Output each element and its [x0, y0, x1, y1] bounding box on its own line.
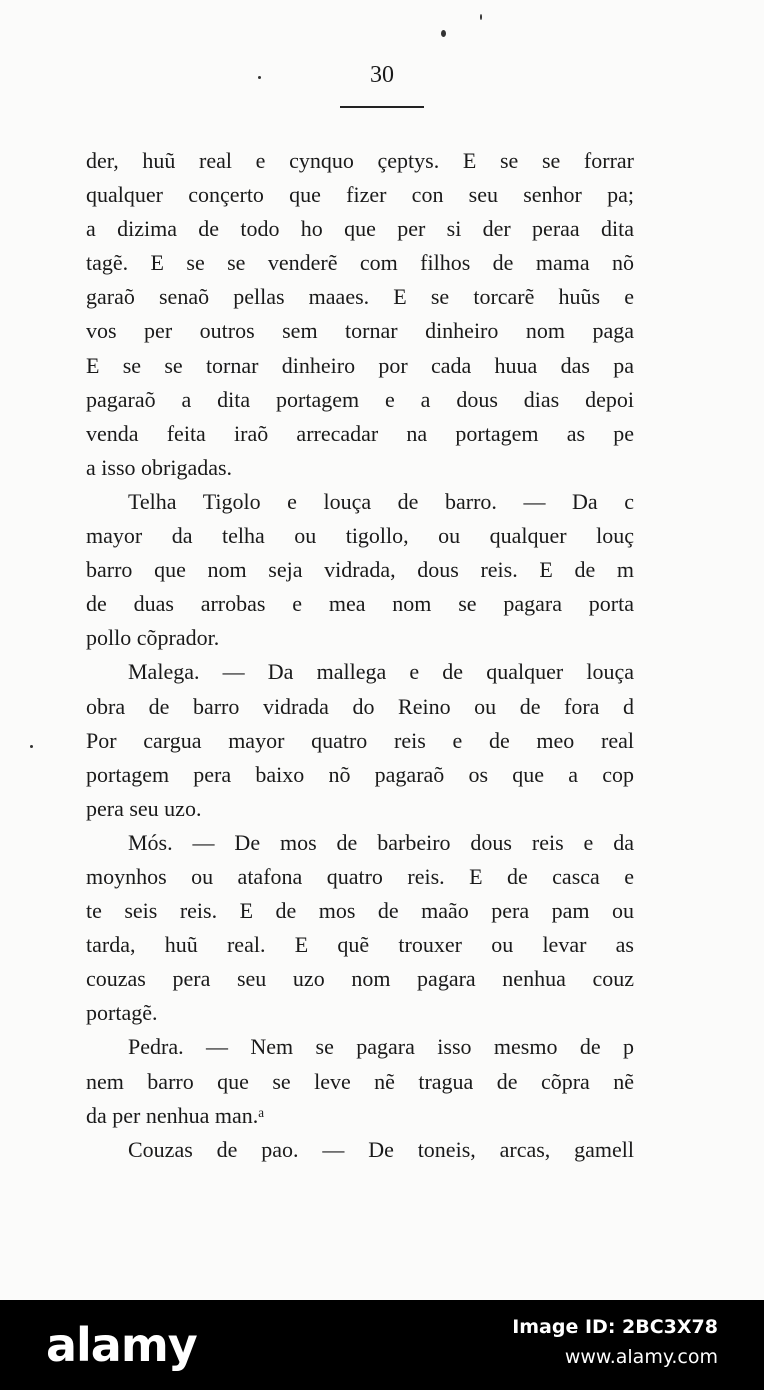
- text-line: E se se tornar dinheiro por cada huua das pa: [86, 352, 634, 378]
- image-id-label: Image ID: 2BC3X78: [512, 1316, 718, 1338]
- text-line: te seis reis. E de mos de maão pera pam ou: [86, 898, 634, 924]
- text-line: garaõ senaõ pellas maaes. E se torcarẽ huũs e: [86, 284, 634, 310]
- text-line: obra de barro vidrada do Reino ou de fora d: [86, 693, 634, 719]
- text-line: Pedra. — Nem se pagara isso mesmo de p: [128, 1034, 634, 1060]
- watermark-footer: [0, 1300, 764, 1390]
- header-rule: [340, 106, 424, 108]
- text-line: couzas pera seu uzo nom pagara nenhua couz: [86, 966, 634, 992]
- text-line: Por cargua mayor quatro reis e de meo real: [86, 727, 634, 753]
- speck-mark: [258, 76, 261, 79]
- text-line: venda feita iraõ arrecadar na portagem as pe: [86, 420, 634, 446]
- text-line: Telha Tigolo e louça de barro. — Da c: [128, 488, 634, 514]
- body-text: [86, 144, 634, 1164]
- text-line: a isso obrigadas.: [86, 454, 233, 480]
- text-line: barro que nom seja vidrada, dous reis. E de m: [86, 557, 634, 583]
- page-number: 30: [370, 62, 394, 88]
- text-line: mayor da telha ou tigollo, ou qualquer louç: [86, 523, 634, 549]
- text-line: pagaraõ a dita portagem e a dous dias depoi: [86, 386, 634, 412]
- text-line: portagẽ.: [86, 1000, 158, 1026]
- brand-logo: alamy: [46, 1318, 197, 1372]
- text-line: qualquer conçerto que fizer con seu senhor pa;: [86, 182, 634, 208]
- text-line: pollo cõprador.: [86, 625, 220, 651]
- text-line: a dizima de todo ho que per si der peraa dita: [86, 216, 634, 242]
- text-line: de duas arrobas e mea nom se pagara porta: [86, 591, 634, 617]
- source-url-label: www.alamy.com: [564, 1346, 718, 1368]
- text-line: der, huũ real e cynquo çeptys. E se se forrar: [86, 148, 634, 173]
- text-line: pera seu uzo.: [86, 795, 202, 821]
- text-line: vos per outros sem tornar dinheiro nom paga: [86, 318, 634, 344]
- speck-mark: [480, 14, 482, 20]
- text-line: tarda, huũ real. E quẽ trouxer ou levar as: [86, 932, 634, 958]
- text-line: Mós. — De mos de barbeiro dous reis e da: [128, 829, 634, 855]
- text-line: da per nenhua man.ᵃ: [86, 1102, 265, 1128]
- text-line: nem barro que se leve nẽ tragua de cõpra nẽ: [86, 1068, 634, 1094]
- speck-mark: [441, 30, 446, 37]
- text-line: moynhos ou atafona quatro reis. E de casca e: [86, 863, 634, 889]
- text-line: portagem pera baixo nõ pagaraõ os que a cop: [86, 761, 634, 787]
- speck-mark: [30, 745, 33, 748]
- text-line: Malega. — Da mallega e de qualquer louça: [128, 659, 634, 685]
- text-line: Couzas de pao. — De toneis, arcas, gamell: [128, 1136, 634, 1162]
- text-line: tagẽ. E se se venderẽ com filhos de mama nõ: [86, 250, 634, 276]
